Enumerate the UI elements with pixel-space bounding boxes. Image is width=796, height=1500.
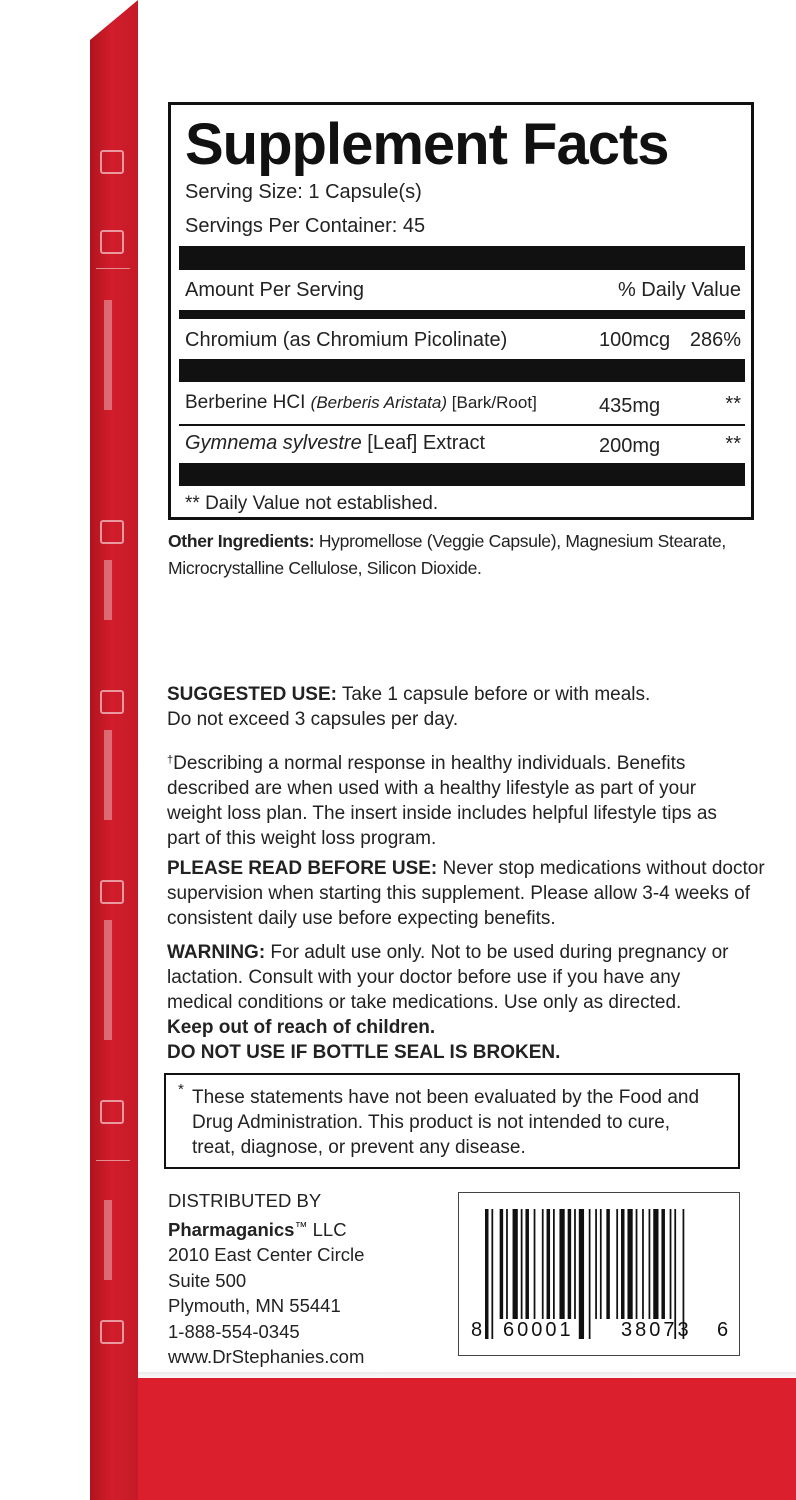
side-icon bbox=[100, 230, 124, 254]
barcode-bar bbox=[621, 1209, 625, 1319]
barcode-bar bbox=[568, 1209, 572, 1319]
dagger-note: †Describing a normal response in healthy individuals. Benefits described are when used with a healthy lifestyle as part of your weight loss plan. The insert inside includes helpful lifestyle tips as part of this weight loss program. bbox=[167, 753, 717, 849]
keep-out-of-reach: Keep out of reach of children. bbox=[167, 1017, 436, 1038]
barcode-group-1: 60001 bbox=[503, 1319, 574, 1341]
distributed-by: DISTRIBUTED BY bbox=[168, 1190, 322, 1211]
seal-warning: DO NOT USE IF BOTTLE SEAL IS BROKEN. bbox=[167, 1042, 561, 1063]
barcode-bar bbox=[616, 1209, 618, 1319]
supplement-facts-panel bbox=[168, 102, 754, 520]
barcode-bar bbox=[491, 1209, 493, 1339]
header-amount-per-serving: Amount Per Serving bbox=[185, 279, 364, 301]
barcode-bar bbox=[553, 1209, 555, 1319]
side-text-block bbox=[104, 920, 112, 1040]
barcode-bar bbox=[547, 1209, 551, 1319]
ingredient-berberine-dv: ** bbox=[725, 393, 741, 415]
thick-rule bbox=[179, 359, 745, 382]
barcode-bar bbox=[600, 1209, 602, 1319]
supplement-facts-title: Supplement Facts bbox=[185, 112, 669, 177]
side-icon bbox=[100, 1100, 124, 1124]
barcode-bar bbox=[579, 1209, 584, 1339]
barcode-bar bbox=[670, 1209, 672, 1319]
ingredient-chromium: Chromium (as Chromium Picolinate) bbox=[185, 329, 508, 351]
barcode-bar bbox=[595, 1209, 597, 1319]
barcode-bar bbox=[627, 1209, 632, 1319]
warning-section: WARNING: For adult use only. Not to be used during pregnancy or lactation. Consult with your doctor before use if you have any medical conditions or take medications. Use only as directed. Keep out of reach of children. DO NOT USE IF BOTTLE SEAL IS BROKEN. bbox=[167, 942, 729, 1063]
barcode-bar bbox=[542, 1209, 544, 1319]
city-state-zip: Plymouth, MN 55441 bbox=[168, 1295, 341, 1316]
ingredient-gymnema: Gymnema sylvestre [Leaf] Extract bbox=[185, 432, 486, 454]
ingredient-berberine: Berberine HCI (Berberis Aristata) [Bark/Root] bbox=[185, 392, 537, 413]
side-text-block bbox=[104, 300, 112, 410]
ingredient-berberine-amount: 435mg bbox=[599, 395, 661, 417]
side-text-block bbox=[104, 560, 112, 620]
website: www.DrStephanies.com bbox=[168, 1346, 365, 1367]
barcode-bar bbox=[500, 1209, 504, 1319]
medium-rule bbox=[179, 310, 745, 319]
other-ingredients: Other Ingredients: Hypromellose (Veggie Capsule), Magnesium Stearate, Microcrystalline Cellulose, Silicon Dioxide. bbox=[168, 531, 726, 578]
ingredient-gymnema-amount: 200mg bbox=[599, 435, 661, 457]
dv-footnote: ** Daily Value not established. bbox=[185, 493, 439, 514]
please-read-before-use: PLEASE READ BEFORE USE: Never stop medications without doctor supervision when starting this supplement. Please allow 3-4 weeks of consistent daily use before expecting benefits. bbox=[167, 858, 765, 929]
barcode-digit-start: 8 bbox=[471, 1319, 483, 1341]
ingredient-chromium-dv: 286% bbox=[689, 329, 741, 351]
fda-disclaimer-box bbox=[164, 1073, 740, 1169]
address-line-2: Suite 500 bbox=[168, 1269, 247, 1291]
ingredient-gymnema-dv: ** bbox=[725, 433, 741, 455]
serving-size: Serving Size: 1 Capsule(s) bbox=[185, 181, 422, 203]
barcode-bars bbox=[459, 1193, 739, 1355]
suggested-use: SUGGESTED USE: Take 1 capsule before or with meals. Do not exceed 3 capsules per day. bbox=[167, 684, 651, 730]
thick-rule bbox=[179, 463, 745, 486]
barcode-bar bbox=[661, 1209, 665, 1319]
side-icon bbox=[100, 880, 124, 904]
side-text-block bbox=[104, 1200, 112, 1280]
side-icon bbox=[100, 520, 124, 544]
barcode-bar bbox=[649, 1209, 651, 1319]
barcode-bar bbox=[534, 1209, 536, 1319]
ingredient-chromium-amount: 100mcg bbox=[599, 329, 671, 351]
barcode-digit-end: 6 bbox=[717, 1319, 729, 1341]
barcode-bar bbox=[525, 1209, 529, 1319]
side-icon bbox=[100, 1320, 124, 1344]
barcode-bar bbox=[506, 1209, 508, 1319]
barcode-bar bbox=[559, 1209, 564, 1319]
side-text-block bbox=[104, 730, 112, 820]
header-daily-value: % Daily Value bbox=[617, 279, 741, 301]
side-icon bbox=[100, 150, 124, 174]
barcode-group-2: 38073 bbox=[621, 1319, 692, 1341]
upc-barcode bbox=[458, 1192, 740, 1356]
barcode-bar bbox=[606, 1209, 610, 1319]
disclaimer-star: * bbox=[178, 1081, 184, 1098]
side-divider bbox=[96, 268, 130, 269]
barcode-bar bbox=[636, 1209, 638, 1319]
servings-per-container: Servings Per Container: 45 bbox=[185, 215, 426, 237]
side-icon bbox=[100, 690, 124, 714]
address-line-1: 2010 East Center Circle bbox=[168, 1244, 365, 1265]
barcode-bar bbox=[642, 1209, 644, 1319]
barcode-bar bbox=[653, 1209, 658, 1319]
barcode-bar bbox=[513, 1209, 518, 1319]
box-bottom-band bbox=[138, 1378, 796, 1500]
box-side-panel bbox=[90, 0, 138, 1500]
phone-number: 1-888-554-0345 bbox=[168, 1320, 300, 1342]
thick-rule bbox=[179, 246, 745, 270]
barcode-bar bbox=[574, 1209, 576, 1319]
company-name: Pharmaganics™ LLC bbox=[168, 1218, 347, 1240]
barcode-bar bbox=[485, 1209, 489, 1339]
barcode-bar bbox=[521, 1209, 523, 1319]
barcode-bar bbox=[589, 1209, 591, 1339]
fda-disclaimer-text: These statements have not been evaluated by the Food and Drug Administration. This product is not intended to cure, treat, diagnose, or prevent any disease. bbox=[192, 1087, 700, 1158]
distributor-info bbox=[168, 1188, 364, 1370]
side-divider bbox=[96, 1160, 130, 1161]
thin-rule bbox=[179, 424, 745, 426]
